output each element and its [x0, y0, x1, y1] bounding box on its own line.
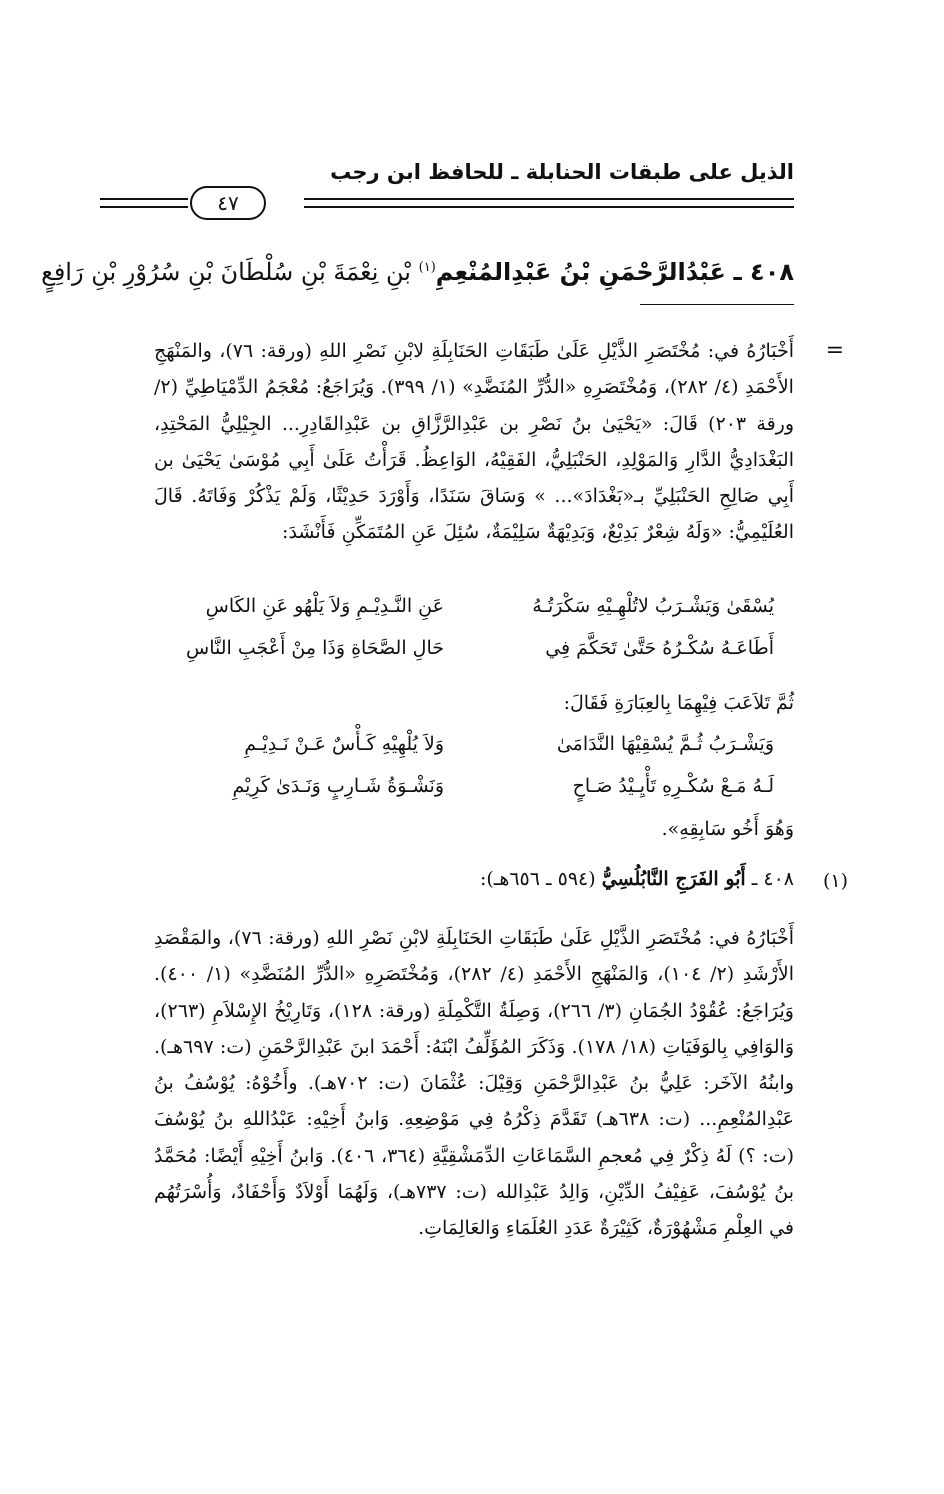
poem-intro-line: ثُمَّ تَلاَعَبَ فِيْهِمَا بِالعِبَارَةِ فَقَالَ: [563, 692, 794, 714]
verse [154, 775, 794, 817]
footnote-marker: (١) [822, 870, 848, 892]
running-header-title: الذيل على طبقات الحنابلة ـ للحافظ ابن رجب [330, 160, 794, 184]
header-rule-left [100, 198, 188, 208]
verse-hemistich-first: يُسْقَىٰ وَيَشْـرَبُ لاتُلْهِـيْهِ سَكْرَتُـهُ [532, 595, 774, 617]
entry-name-bold: عَبْدُالرَّحْمَنِ بْنُ عَبْدِالمُنْعِمِ [435, 258, 726, 286]
verse-hemistich-first: وَيَشْـرَبُ ثُـمَّ يُسْقِيْهَا النَّدَامَىٰ [556, 733, 774, 755]
verse-hemistich-first: لَـهُ مَـعْ سُكْـرِهِ تَأْيِـيْدُ صَـاحٍ [572, 775, 774, 797]
footnote-heading [480, 868, 794, 890]
verse-hemistich-first: أَطَاعَـهُ سُكْـرُهُ حَتَّىٰ تَحَكَّمَ فِي [545, 637, 774, 659]
footnote-reference: (١) [418, 260, 436, 275]
footnote-separator [640, 304, 794, 305]
verse-hemistich-second: وَلاَ يُلْهِيْهِ كَـأْسٌ عَـنْ نَـدِيْـمِ [244, 733, 444, 755]
footnote-continuation-text [154, 333, 794, 551]
verse-hemistich-second: وَنَشْـوَةُ شَـارِبٍ وَنَـدَىٰ كَرِيْمِ [232, 775, 444, 797]
poem-1 [154, 595, 794, 679]
closing-line: وَهُوَ أَخُو سَابِقِهِ». [661, 818, 794, 840]
continuation-mark: = [825, 338, 844, 363]
footnote-entry-number: ٤٠٨ ـ [751, 868, 794, 890]
footnote-body-text [154, 920, 794, 1247]
header-rule-right [304, 198, 794, 208]
footnote-entry-name: أَبُو الفَرَجِ النَّابُلُسِيُّ [601, 868, 746, 890]
entry-title [41, 250, 794, 290]
verse [154, 595, 794, 637]
verse-hemistich-second: عَنِ النَّـدِيْـمِ وَلاَ يَلْهُو عَنِ الكَاسِ [205, 595, 444, 617]
poem-2 [154, 733, 794, 817]
entry-name-rest: بْنِ نِعْمَةَ بْنِ سُلْطَانَ بْنِ سُرُوْرِ بْنِ رَافِعٍ [41, 258, 411, 286]
paragraph: أَخْبَارُهُ في: مُخْتَصَرِ الذَّيْلِ عَلَىٰ طَبَقَاتِ الحَنَابِلَةِ لابْنِ نَصْرِ اللهِ (ورقة: ٧٦)، والمَقْصَدِ الأَرْشَدِ (٢/ ١٠٤)، وَالمَنْهَجِ الأَحْمَدِ (٤/ ٢٨٢)، وَمُخْتَصَرِهِ «الدُّرِّ المُنَضَّدِ» (١/ ٤٠٠). وَيُرَاجَعُ: عُقُوْدُ الجُمَانِ (٣/ ٢٦٦)، وَصِلَةُ التَّكْمِلَةِ (ورقة: ١٢٨)، وَتَارِيْخُ الإِسْلاَمِ (٢٦٣)، وَالوَافِي بِالوَفَيَاتِ (١٨/ ١٧٨). وَذَكَرَ المُؤَلِّفُ ابْنَهُ: أَحْمَدَ ابنَ عَبْدِالرَّحْمَنِ (ت: ٦٩٧هـ). وابنُهُ الآخَر: عَلِيُّ بنُ عَبْدِالرَّحْمَنِ وَقِيْلَ: عُثْمَانَ (ت: ٧٠٢هـ). وأَخُوْهُ: يُوْسُفُ بنُ عَبْدِالمُنْعِمِ... (ت: ٦٣٨هـ) تَقَدَّمَ ذِكْرُهُ فِي مَوْضِعِهِ. وَابنُ أَخِيْهِ: عَبْدُاللهِ بنُ يُوْسُفَ (ت: ؟) لَهُ ذِكْرٌ فِي مُعجمِ السَّمَاعَاتِ الدِّمَشْقِيَّةِ (٣٦٤، ٤٠٦). وَابنُ أَخِيْهِ أَيْضًا: مُحَمَّدُ بنُ يُوْسُفَ، عَفِيْفُ الدِّيْنِ، وَالِدُ عَبْدِالله (ت: ٧٣٧هـ)، وَلَهُمَا أَوْلاَدٌ وَأَحْفَادٌ، وَأُسْرَتُهُم في العِلْمِ مَشْهُوْرَةٌ، كَثِيْرَةٌ عَدَدِ العُلَمَاءِ وَالعَالِمَاتِ. [154, 927, 795, 1240]
verse-hemistich-second: حَالِ الصَّحَاةِ وَذَا مِنْ أَعْجَبِ النَّاسِ [186, 637, 444, 659]
verse [154, 637, 794, 679]
footnote-entry-dates: (٥٩٤ ـ ٦٥٦هـ): [479, 868, 596, 890]
verse [154, 733, 794, 775]
page-number: ٤٧ [190, 186, 266, 220]
paragraph: أَخْبَارُهُ في: مُخْتَصَرِ الذَّيْلِ عَلَىٰ طَبَقَاتِ الحَنَابِلَةِ لابْنِ نَصْرِ اللهِ (ورقة: ٧٦)، والمَنْهَجِ الأَحْمَدِ (٤/ ٢٨٢)، وَمُخْتَصَرِهِ «الدُّرِّ المُنَضَّدِ» (١/ ٣٩٩). وَيُرَاجَعُ: مُعْجَمُ الدِّمْيَاطِيِّ (٢/ ورقة ٢٠٣) قَالَ: «يَحْيَىٰ بنُ نَصْرِ بن عَبْدِالرَّزَّاقِ بن عَبْدِالقَادِرِ... الجِيْلِيُّ المَحْتِدِ، البَغْدَادِيُّ الدَّارِ وَالمَوْلِدِ، الحَنْبَلِيُّ، الفَقِيْهُ، الوَاعِظُ. قَرَأْتُ عَلَىٰ أَبِي مُوْسَىٰ يَحْيَىٰ بن أَبِي صَالِحِ الحَنْبَلِيِّ بـ«بَغْدَادَ»... » وَسَاقَ سَنَدًا، وَأَوْرَدَ حَدِيْثًا، وَلَمْ يَذْكُرْ وَفَاتَهُ. قَالَ العُلَيْمِيُّ: «وَلَهُ شِعْرٌ بَدِيْعٌ، وَبَدِيْهَةٌ سَلِيْمَةٌ، سُئِلَ عَنِ المُتَمَكِّنِ فَأَنْشَدَ: [154, 340, 794, 544]
entry-number: ٤٠٨ ـ [733, 258, 794, 286]
